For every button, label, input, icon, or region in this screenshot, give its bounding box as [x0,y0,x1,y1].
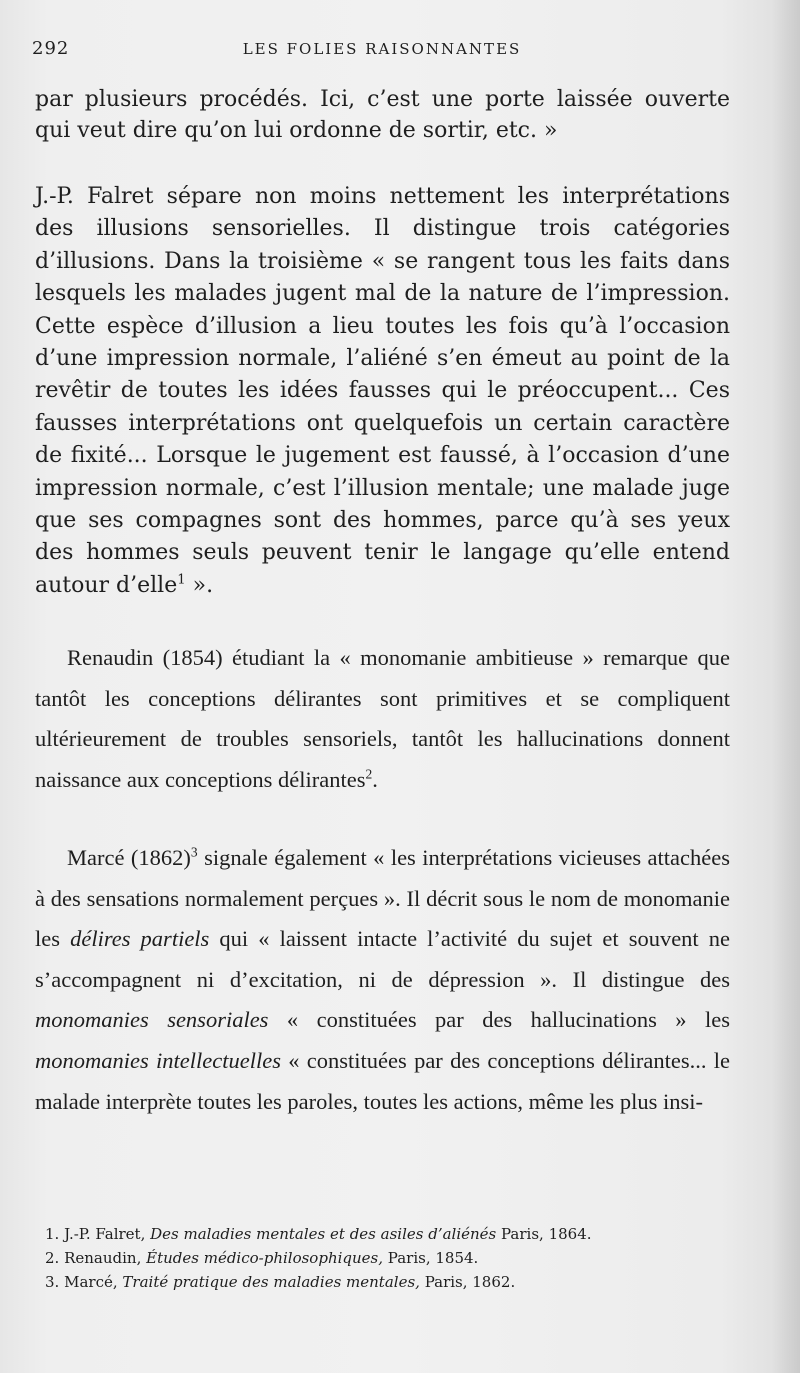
footnote-1-number: 1. [45,1225,60,1243]
footnotes [35,1222,735,1294]
running-title: LES FOLIES RAISONNANTES [242,40,522,58]
footnote-3-author: Marcé, [64,1273,118,1291]
footnote-2-author: Renaudin, [64,1249,142,1267]
footnote-1-author: J.-P. Falret, [64,1225,146,1243]
footnote-ref-2: 2 [365,766,373,782]
paragraph-3 [35,638,730,800]
paragraph-1-text: par plusieurs procédés. Ici, c’est une porte laissée ouverte qui veut dire qu’on lui ordonne de sortir, etc. » [35,87,730,143]
footnote-ref-1: 1 [177,572,186,588]
footnote-3-title: Traité pratique des maladies mentales, [122,1273,420,1291]
paragraph-3-end: . [372,766,378,792]
footnote-2-number: 2. [45,1249,60,1267]
paragraph-4 [35,838,730,1122]
footnote-2-rest: Paris, 1854. [387,1249,479,1267]
page-header [32,38,732,62]
paragraph-4-part-4: « constituées par des hallucinations » les [268,1007,730,1033]
paragraph-3-text: Renaudin (1854) étudiant la « monomanie ambitieuse » remarque que tantôt les conceptions délirantes sont primitives et se compliquent ultérieurement de troubles sensoriels, tantôt les hallucinations donnent naissance aux conceptions délirantes [35,645,730,792]
paragraph-2-end: ». [185,572,214,598]
paragraph-4-part-1: Marcé (1862) [67,845,191,870]
paragraph-continuation [35,84,730,146]
paragraph-4-part-2: signale également « les interprétations vicieuses attachées à des sensations normalement perçues ». Il décrit sous le nom de monomanie les [35,845,730,952]
italic-monomanies-sensoriales: monomanies sensoriales [35,1007,269,1033]
footnote-1 [35,1222,735,1246]
italic-monomanies-intellectuelles: monomanies intellectuelles [35,1047,281,1073]
paragraph-4-part-3: qui « laissent intacte l’activité du sujet et souvent ne s’accompagnent ni d’excitation, ni de dépression ». Il distingue des [35,926,730,992]
footnote-1-rest: Paris, 1864. [501,1225,592,1243]
paragraph-2 [35,181,730,602]
footnote-3 [35,1270,735,1294]
footnote-2 [35,1246,735,1270]
page-edge-shadow [772,0,800,1373]
footnote-3-rest: Paris, 1862. [424,1273,516,1291]
page-number: 292 [32,38,70,59]
paragraph-renaudin [35,638,730,800]
paragraph-4-part-5: « constituées par des conceptions délirantes... le malade interprète toutes les paroles, toutes les actions, même les plus insi- [35,1047,730,1114]
footnote-2-title: Études médico-philosophiques, [146,1249,384,1267]
footnote-ref-3: 3 [190,844,198,860]
paragraph-marce [35,838,730,1122]
footnote-3-number: 3. [45,1273,60,1291]
italic-delires-partiels: délires partiels [70,926,210,952]
paragraph-2-text: J.-P. Falret sépare non moins nettement les interprétations des illusions sensorielles. Il distingue trois catégories d’illusions. Dans la troisième « se rangent tous les faits dans lesquels les malades jugent mal de la nature de l’impression. Cette espèce d’illusion a lieu toutes les fois qu’à l’occasion d’une impression normale, l’aliéné s’en émeut au point de la revêtir de toutes les idées fausses qui le préoccupent... Ces fausses interprétations ont quelquefois un certain caractère de fixité... Lorsque le jugement est faussé, à l’occasion d’une impression normale, c’est l’illusion mentale; une malade juge que ses compagnes sont des hommes, parce qu’à ses yeux des hommes seuls peuvent tenir le langage qu’elle entend autour d’elle [35,184,730,598]
footnote-1-title: Des maladies mentales et des asiles d’aliénés [150,1225,497,1243]
paragraph-falret [35,181,730,602]
